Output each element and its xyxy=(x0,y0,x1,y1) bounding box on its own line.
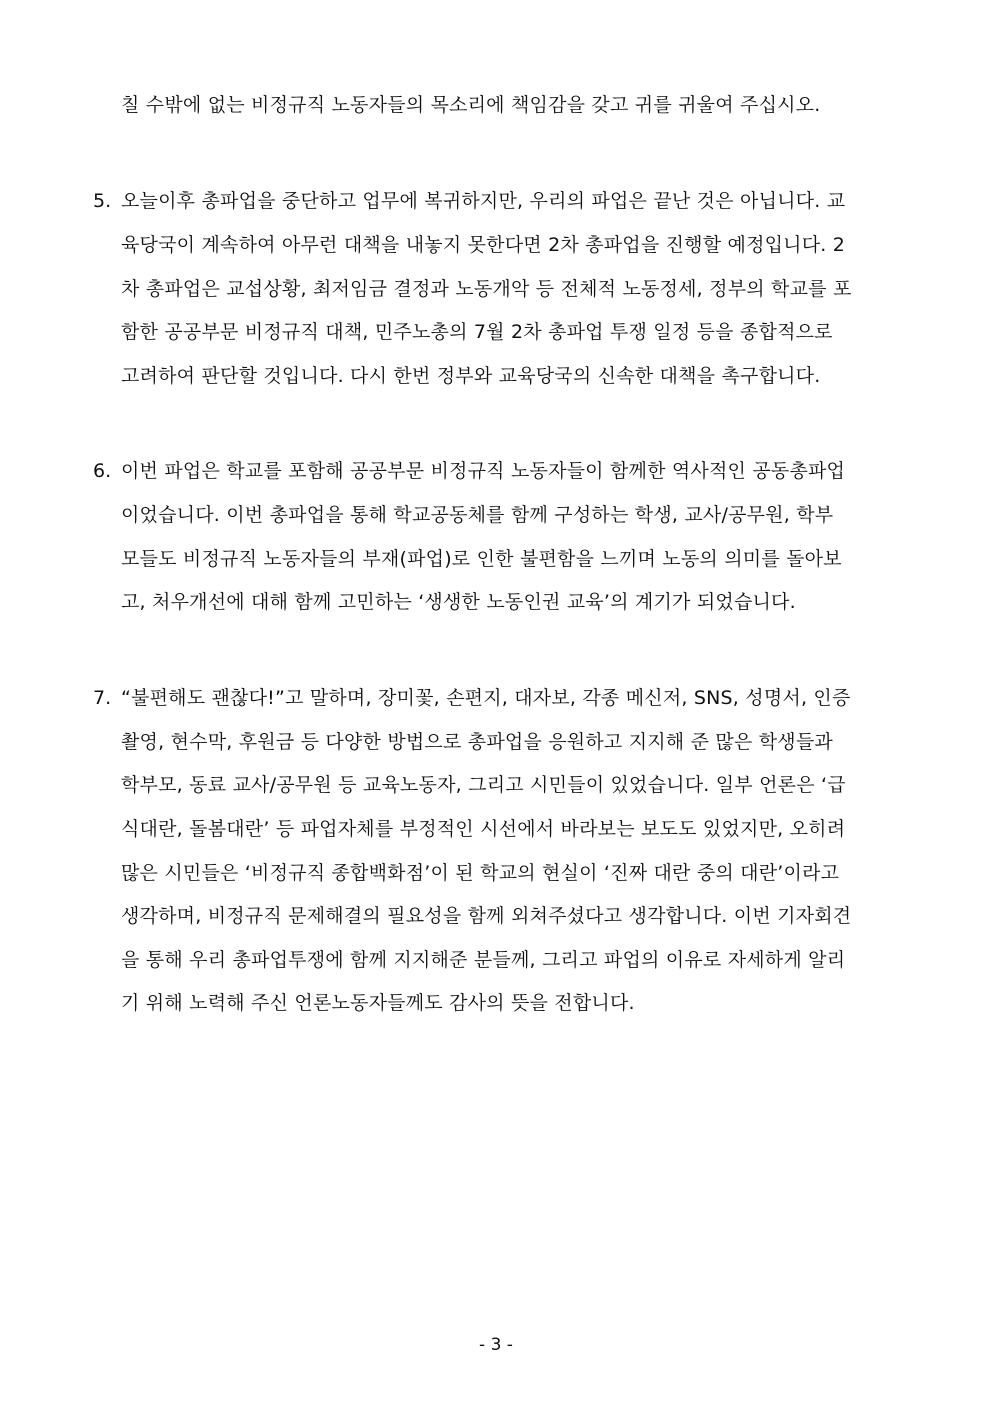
item-5-line-5: 고려하여 판단할 것입니다. 다시 한번 정부와 교육당국의 신속한 대책을 촉구합니다. xyxy=(121,365,821,387)
item-7-line-8: 기 위해 노력해 주신 언론노동자들께도 감사의 뜻을 전합니다. xyxy=(121,992,635,1014)
item-5-line-2: 육당국이 계속하여 아무런 대책을 내놓지 못한다면 2차 총파업을 진행할 예정입니다. 2 xyxy=(121,234,846,256)
item-6-line-4: 고, 처우개선에 대해 함께 고민하는 ‘생생한 노동인권 교육’의 계기가 되었습니다. xyxy=(121,591,796,613)
item-7-line-5: 많은 시민들은 ‘비정규직 종합백화점’이 된 학교의 현실이 ‘진짜 대란 중의 대란’이라고 xyxy=(121,862,840,884)
item-7-line-6: 생각하며, 비정규직 문제해결의 필요성을 함께 외쳐주셨다고 생각합니다. 이번 기자회견 xyxy=(121,905,852,927)
item-6-line-3: 모들도 비정규직 노동자들의 부재(파업)로 인한 불편함을 느끼며 노동의 의미를 돌아보 xyxy=(121,548,842,570)
item-7-line-4: 식대란, 돌봄대란’ 등 파업자체를 부정적인 시선에서 바라보는 보도도 있었지만, 오히려 xyxy=(121,818,846,840)
continuation-line: 칠 수밖에 없는 비정규직 노동자들의 목소리에 책임감을 갖고 귀를 귀울여 주십시오. xyxy=(121,94,821,116)
item-7-line-2: 촬영, 현수막, 후원금 등 다양한 방법으로 총파업을 응원하고 지지해 준 많은 학생들과 xyxy=(121,731,833,753)
item-7-number: 7. xyxy=(93,687,112,709)
item-6-number: 6. xyxy=(93,460,112,482)
item-7-line-7: 을 통해 우리 총파업투쟁에 함께 지지해준 분들께, 그리고 파업의 이유로 자세하게 알리 xyxy=(121,949,846,971)
item-5-line-4: 함한 공공부문 비정규직 대책, 민주노총의 7월 2차 총파업 투쟁 일정 등을 종합적으로 xyxy=(121,321,833,343)
item-7-line-3: 학부모, 동료 교사/공무원 등 교육노동자, 그리고 시민들이 있었습니다. 일부 언론은 ‘급 xyxy=(121,774,846,796)
item-7-line-1: “불편해도 괜찮다!”고 말하며, 장미꽃, 손편지, 대자보, 각종 메신저, SNS, 성명서, 인증 xyxy=(121,687,851,709)
item-5-line-1: 오늘이후 총파업을 중단하고 업무에 복귀하지만, 우리의 파업은 끝난 것은 아닙니다. 교 xyxy=(121,190,846,212)
page-number: - 3 - xyxy=(479,1335,513,1355)
item-6-line-2: 이었습니다. 이번 총파업을 통해 학교공동체를 함께 구성하는 학생, 교사/공무원, 학부 xyxy=(121,504,834,526)
item-6-line-1: 이번 파업은 학교를 포함해 공공부문 비정규직 노동자들이 함께한 역사적인 공동총파업 xyxy=(121,460,846,482)
item-5-line-3: 차 총파업은 교섭상황, 최저임금 결정과 노동개악 등 전체적 노동정세, 정부의 학교를 포 xyxy=(121,278,852,300)
item-5-number: 5. xyxy=(93,190,112,212)
